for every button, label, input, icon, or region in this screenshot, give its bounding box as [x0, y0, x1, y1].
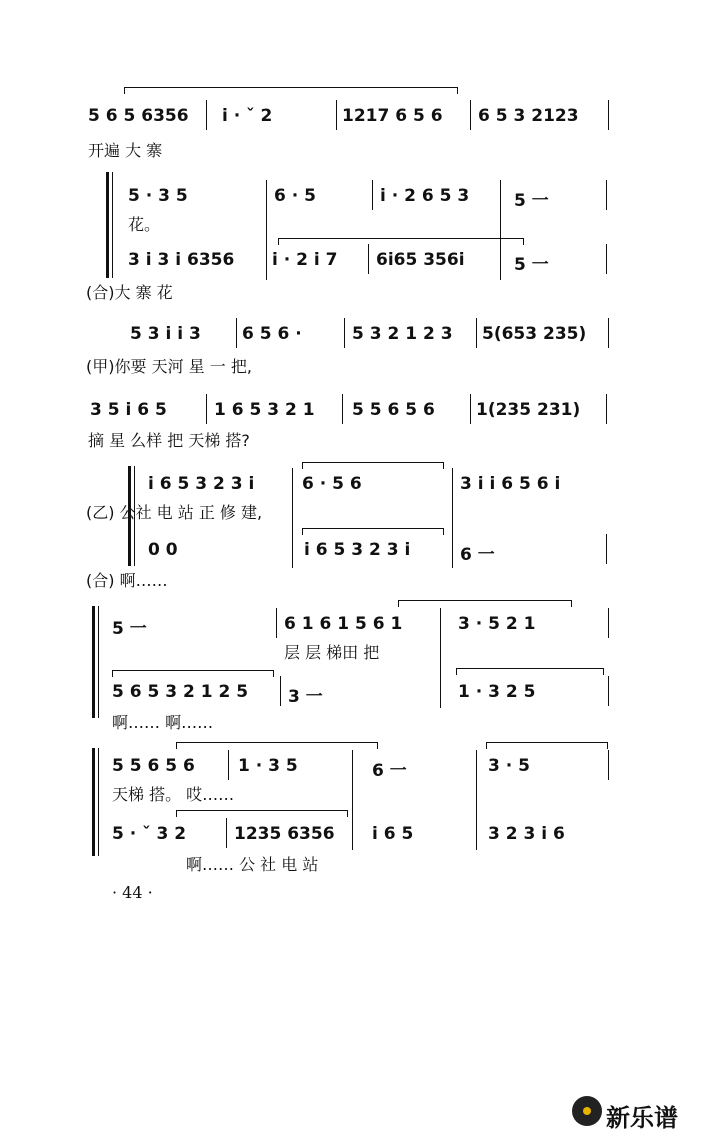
barline	[336, 100, 337, 130]
barline	[206, 100, 207, 130]
barline	[470, 100, 471, 130]
barline	[266, 180, 267, 280]
lyrics-line: 开遍 大 寨	[88, 141, 163, 160]
notation-line: 5 6 5 6356	[88, 106, 189, 126]
record-disc-icon	[572, 1096, 602, 1126]
logo-text: 新乐谱	[606, 1104, 678, 1132]
system-brace	[106, 172, 109, 278]
page-number: · 44 ·	[112, 883, 153, 902]
tuplet-bracket	[124, 87, 458, 94]
site-logo	[570, 1092, 695, 1132]
barline	[608, 100, 609, 130]
system-brace	[92, 748, 95, 856]
system-brace	[92, 606, 95, 718]
